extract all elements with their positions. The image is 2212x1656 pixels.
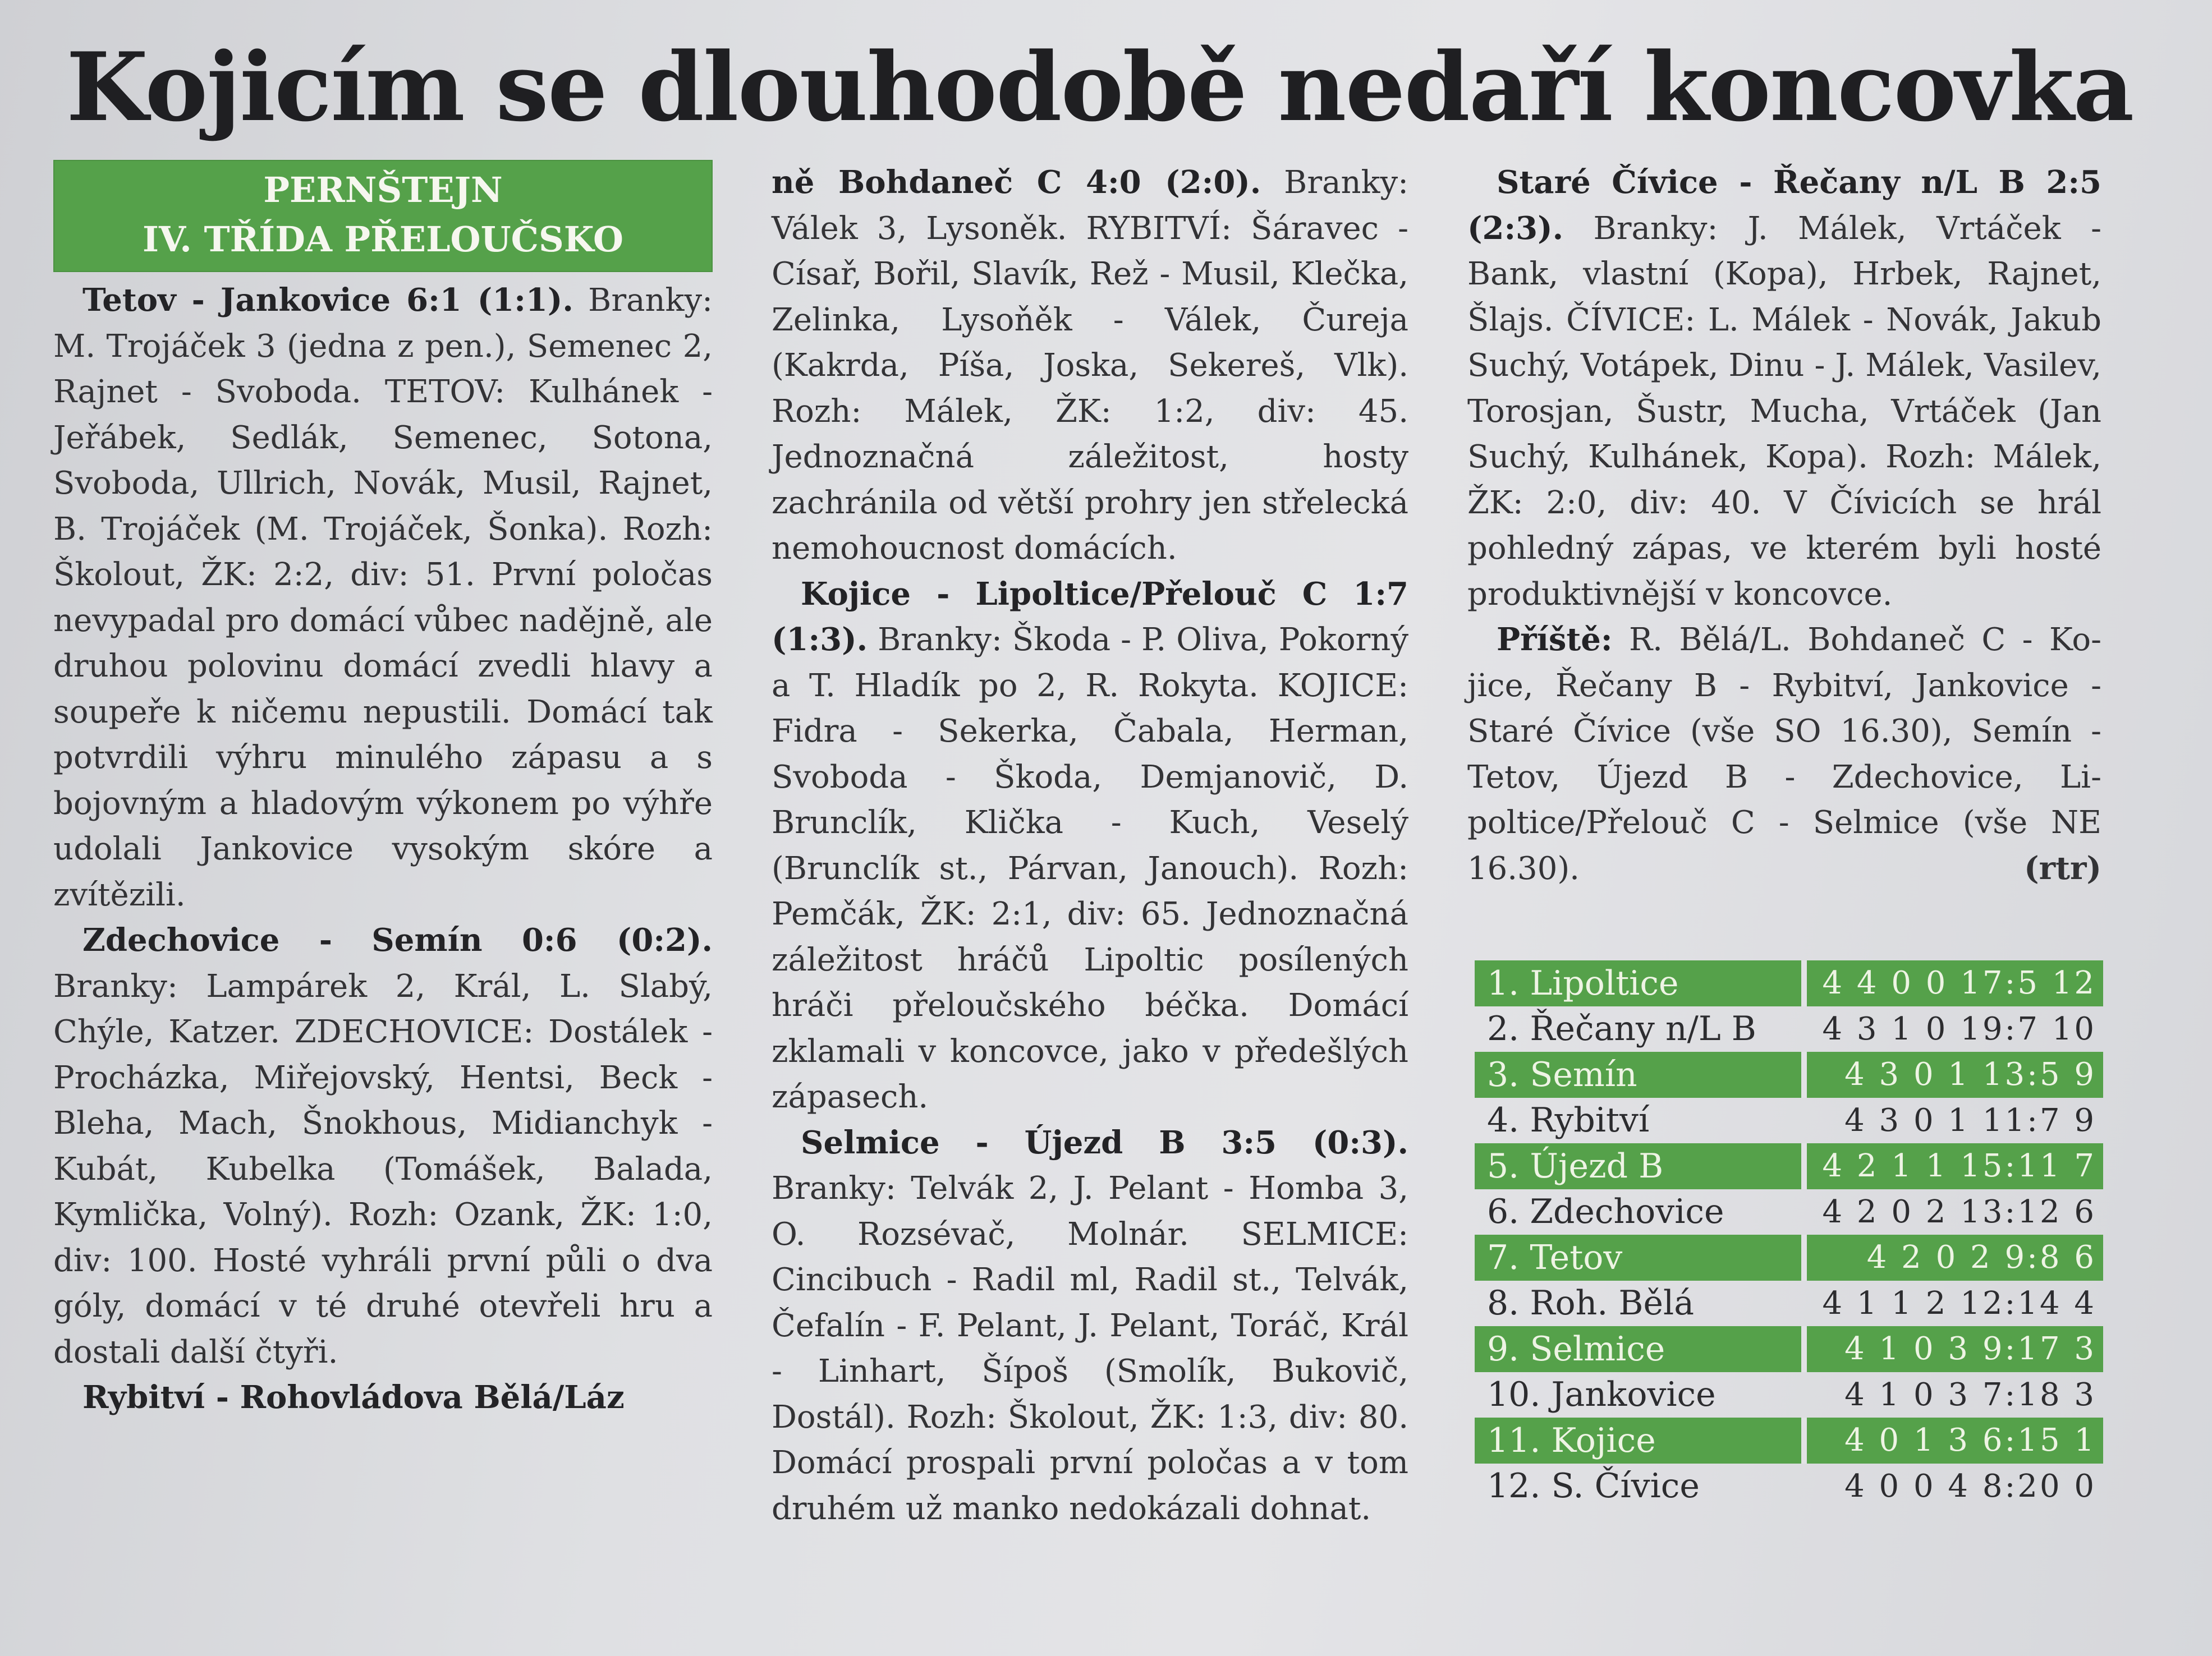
team-stats: 4 3 0 1 13:5 9 [1804, 1052, 2103, 1098]
table-row [1475, 1326, 2103, 1372]
match-title: Zdechovice - Semín 0:6 (0:2). [82, 922, 713, 959]
table-row [1475, 1372, 2103, 1418]
standings-table [1475, 960, 2103, 1509]
team-name: 7. Tetov [1475, 1235, 1804, 1281]
match-report [772, 1120, 1408, 1532]
match-title: Staré Čívice - Řečany n/L B 2:5 (2:3). [1467, 164, 2101, 247]
team-stats: 4 0 0 4 8:20 0 [1844, 1468, 2096, 1505]
table-row [1475, 1418, 2103, 1464]
table-row [1475, 1098, 2103, 1144]
match-report [53, 918, 713, 1375]
team-name: 6. Zdechovice [1487, 1192, 1724, 1232]
team-stats: 4 2 0 2 13:12 6 [1822, 1193, 2096, 1230]
headline: Kojicím se dlouhodobě nedaří koncovka [66, 31, 2133, 142]
match-report [772, 572, 1408, 1120]
section-subtitle: IV. TŘÍDA PŘELOUČSKO [143, 219, 623, 260]
table-row [1475, 1006, 2103, 1052]
match-body: Branky: Telvák 2, J. Pelant - Homba 3, O. Rozsévač, Molnár. SELMICE: Cincibuch - Radil ml, Radil st., Telvák, Čefalín - F. Pelant, J. Pelant, Toráč, Král - Linhart, Šípoš (Smolík, Bukovič, Dostál). Rozh: Školout, ŽK: 1:3, div: 80. Domácí prospali první poločas a v tom druhém už manko nedokázali dohnat. [772, 1170, 1408, 1527]
table-row [1475, 1281, 2103, 1327]
table-row [1475, 960, 2103, 1006]
match-body: Branky: Škoda - P. Oliva, Pokorný a T. Hladík po 2, R. Rokyta. KOJICE: Fidra - Sekerka, Čabala, Herman, Svoboda - Škoda, Demjanovič, D. Brunclík, Klička - Kuch, Veselý (Brunclík st., Párvan, Janouch). Rozh: Pemčák, ŽK: 2:1, div: 65. Jednoznačná záležitost hráčů Lipoltic posílených hráči přeloučského béčka. Domácí zklamali v koncovce, jako v předešlých zápasech. [772, 622, 1408, 1115]
team-stats: 4 2 1 1 15:11 7 [1804, 1143, 2103, 1189]
match-report [53, 278, 713, 918]
match-body: Branky: Lampárek 2, Král, L. Slabý, Chýle, Katzer. ZDECHOVICE: Dostálek - Procházka, Miřejovský, Hentsi, Beck - Bleha, Mach, Šnokhous, Midianchyk - Kubát, Kubelka (Tomášek, Balada, Kymlička, Volný). Rozh: Ozank, ŽK: 1:0, div: 100. Hosté vyhráli první půli o dva góly, domácí v té druhé otevřeli hru a dostali další čtyři. [53, 968, 713, 1370]
column-1 [53, 160, 713, 1517]
table-row [1475, 1052, 2103, 1098]
team-stats: 4 3 1 0 19:7 10 [1822, 1010, 2096, 1047]
team-name: 1. Lipoltice [1475, 960, 1804, 1006]
team-stats: 4 3 0 1 11:7 9 [1844, 1102, 2096, 1139]
author-signature: (rtr) [2024, 849, 2101, 887]
table-row [1475, 1143, 2103, 1189]
team-name: 11. Kojice [1475, 1418, 1804, 1464]
match-body: Branky: J. Málek, Vrtáček - Bank, vlastní (Kopa), Hrbek, Rajnet, Šlajs. ČÍVICE: L. Málek - Novák, Jakub Suchý, Votápek, Dinu - J. Málek, Vasilev, Torosjan, Šustr, Mucha, Vrtáček (Jan Suchý, Kulhánek, Kopa). Rozh: Málek, ŽK: 2:0, div: 40. V Čívicích se hrál pohledný zápas, ve kterém byli hosté produktivnější v koncovce. [1467, 210, 2101, 613]
match-title: Selmice - Újezd B 3:5 (0:3). [801, 1124, 1408, 1161]
table-row [1475, 1189, 2103, 1235]
match-body: Branky: M. Trojáček 3 (jedna z pen.), Semenec 2, Rajnet - Svoboda. TETOV: Kulhánek - Jeřábek, Sedlák, Semenec, Sotona, Svoboda, Ullrich, Novák, Musil, Rajnet, B. Trojáček (M. Trojáček, Šonka). Rozh: Školout, ŽK: 2:2, div: 51. První poločas nevypadal pro domácí vůbec nadějně, ale druhou polovinu domácí zvedli hlavy a soupeře k ničemu nepustili. Domácí tak potvrdili výhru minulého zápasu a s bojovným a hladovým výkonem po výhře udolali Jankovice vysokým skóre a zvítězili. [53, 282, 713, 913]
next-round-label: Příště: [1497, 621, 1613, 658]
match-report [1467, 160, 2101, 617]
team-name: 12. S. Čívice [1487, 1466, 1700, 1506]
team-name: 9. Selmice [1475, 1326, 1804, 1372]
team-stats: 4 1 1 2 12:14 4 [1822, 1285, 2096, 1322]
match-title: Kojice - Lipoltice/Přelouč C 1:7 (1:3). [772, 575, 1408, 658]
team-stats: 4 4 0 0 17:5 12 [1804, 960, 2103, 1006]
match-body: Branky: Válek 3, Lysoněk. RYBITVÍ: Šáravec - Císař, Bořil, Slavík, Rež - Musil, Klečka, Zelinka, Lysoňěk - Válek, Čureja (Kakrda, Píša, Joska, Sekereš, Vlk). Rozh: Málek, ŽK: 1:2, div: 45. Jednoznačná záležitost, hosty zachránila od větší prohry jen střelecká nemohoucnost domácích. [772, 164, 1408, 567]
match-title: ně Bohdaneč C 4:0 (2:0). [772, 164, 1261, 201]
team-name: 4. Rybitví [1487, 1101, 1650, 1140]
match-report [53, 1375, 713, 1421]
next-round-body: R. Bělá/L. Bohdaneč C - Kojice, Řečany B - Rybitví, Jankovice - Staré Čívice (vše SO 16.30), Semín - Tetov, Újezd B - Zdechovice, Lipoltice/Přelouč C - Selmice (vše NE 16.30). [1467, 622, 2101, 887]
match-title: Rybitví - Rohovládova Bělá/Láz [82, 1379, 625, 1416]
table-row [1475, 1235, 2103, 1281]
team-stats: 4 1 0 3 7:18 3 [1844, 1376, 2096, 1413]
next-round [1467, 617, 2101, 891]
section-title: PERNŠTEJN [263, 169, 503, 210]
team-name: 3. Semín [1475, 1052, 1804, 1098]
table-row [1475, 1464, 2103, 1510]
team-stats: 4 2 0 2 9:8 6 [1804, 1235, 2103, 1281]
match-report-continued [772, 160, 1408, 572]
team-stats: 4 0 1 3 6:15 1 [1804, 1418, 2103, 1464]
team-name: 5. Újezd B [1475, 1143, 1804, 1189]
team-stats: 4 1 0 3 9:17 3 [1804, 1326, 2103, 1372]
match-title: Tetov - Jankovice 6:1 (1:1). [82, 282, 573, 319]
section-box [53, 160, 713, 272]
column-2 [772, 160, 1408, 1527]
team-name: 2. Řečany n/L B [1487, 1009, 1756, 1049]
team-name: 10. Jankovice [1487, 1375, 1716, 1415]
team-name: 8. Roh. Bělá [1487, 1284, 1694, 1323]
